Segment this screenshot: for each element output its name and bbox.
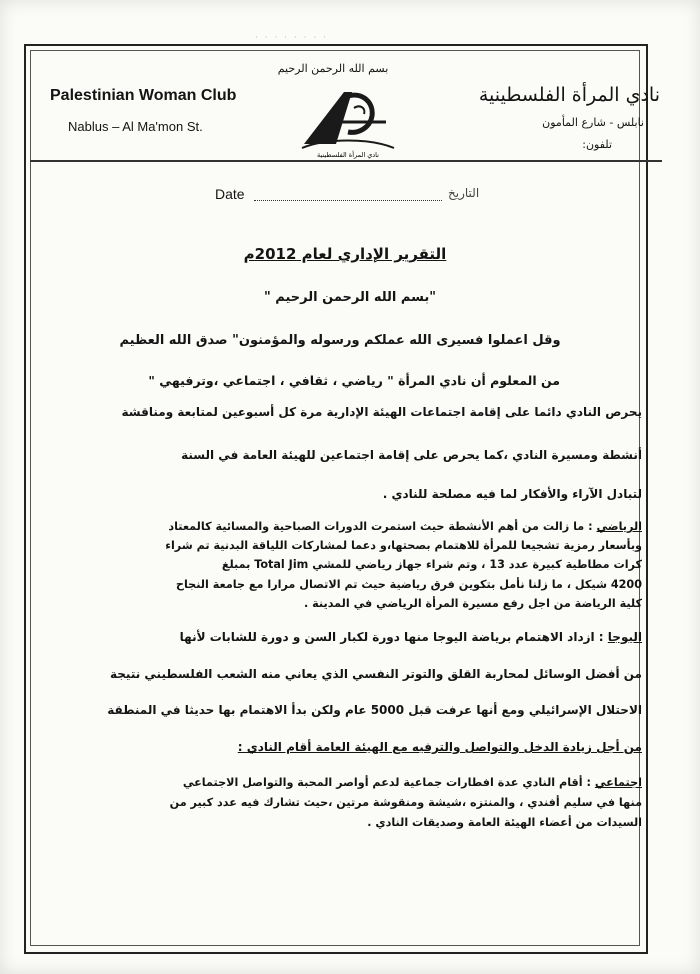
social-text-1: : أقام النادي عدة افطارات جماعية لدعم أواصر المحبة والتواصل الاجتماعي [182,776,591,789]
intro-line: من المعلوم أن نادي المرأة " رياضي ، ثقافي ، اجتماعي ،وترفيهي " [148,373,560,388]
logo-caption: نادي المرأة الفلسطينية [317,151,379,159]
sports-line-3: كرات مطاطية كبيرة عدد 13 ، وتم شراء جهاز رياضي للمشي Total Jim بمبلغ [221,558,642,571]
quran-verse: وقل اعملوا فسيرى الله عملكم ورسوله والمؤمنون" صدق الله العظيم [119,333,561,348]
date-label: Date [215,186,245,202]
yoga-heading: اليوجا [607,630,642,644]
club-logo-icon [296,82,400,160]
date-label-ar: التاريخ [448,186,480,200]
sports-line-5: كلية الرياضة من اجل رفع مسيرة المرأة الرياضي في المدينة . [304,597,642,610]
sports-heading: الرياضي [596,520,642,533]
yoga-line-2: من أفضل الوسائل لمحاربة القلق والتوتر النفسي الذي يعاني منه الشعب الفلسطيني نتيجة [110,667,642,681]
report-title: التقرير الإداري لعام 2012م [243,245,447,263]
org-name-ar: نادي المرأة الفلسطينية [478,84,660,106]
header-divider [30,160,662,162]
phone-label-ar: تلفون: [582,138,612,151]
sports-text-1: : ما زالت من أهم الأنشطة حيث استمرت الدورات الصباحية والمسائية كالمعتاد [168,520,593,533]
para1-line-3: لتبادل الآراء والأفكار لما فيه مصلحة للنادي . [382,487,642,501]
yoga-line-3: الاحتلال الإسرائيلي ومع أنها عرفت قبل 5000 عام ولكن بدأ الاهتمام بها حديثا في المنطقة [107,703,642,717]
social-line-3: السيدات من أعضاء الهيئة العامة وصديقات النادي . [367,816,642,829]
address-en: Nablus – Al Ma'mon St. [68,119,203,134]
yoga-text-1: : ازداد الاهتمام برياضة اليوجا منها دورة لكبار السن و دورة للشابات لأنها [179,630,604,644]
yoga-line-1 [180,630,642,644]
para1-line-1: يحرص النادي دائما على إقامة اجتماعات الهيئة الإدارية مرة كل أسبوعين لمتابعة ومناقشة [121,405,642,419]
address-ar: نابلس - شارع المأمون [542,116,644,129]
sports-line-2: وبأسعار رمزية تشجيعا للمرأة للاهتمام بصحتها،و دعما لمشاركات اللياقة البدنية تم شراء [165,539,642,552]
sports-line-1 [168,520,642,533]
date-blank-line [254,200,442,201]
sports-line-4: 4200 شيكل ، ما زلنا نأمل بتكوين فرق رياضية حيث تم الاتصال مرارا مع جامعة النجاح [175,578,642,591]
stray-mark: · · · · · · · · [255,33,328,43]
basmala-line: "بسم الله الرحمن الرحيم " [264,290,436,305]
general-heading: من أجل زيادة الدخل والتواصل والترفيه مع الهيئة العامة أقام النادي : [237,740,642,754]
basmala-calligraphy: بسم الله الرحمن الرحيم [277,62,389,75]
social-line-2: منها في سليم أفندي ، والمنتزه ،شيشة ومنقوشة مرتين ،حيث تشارك فيه عدد كبير من [169,796,642,809]
para1-line-2: أنشطة ومسيرة النادي ،كما يحرص على إقامة اجتماعين للهيئة العامة في السنة [181,448,642,462]
social-line-1 [183,776,642,789]
social-heading: اجتماعي [594,776,642,789]
org-name-en: Palestinian Woman Club [50,87,237,104]
